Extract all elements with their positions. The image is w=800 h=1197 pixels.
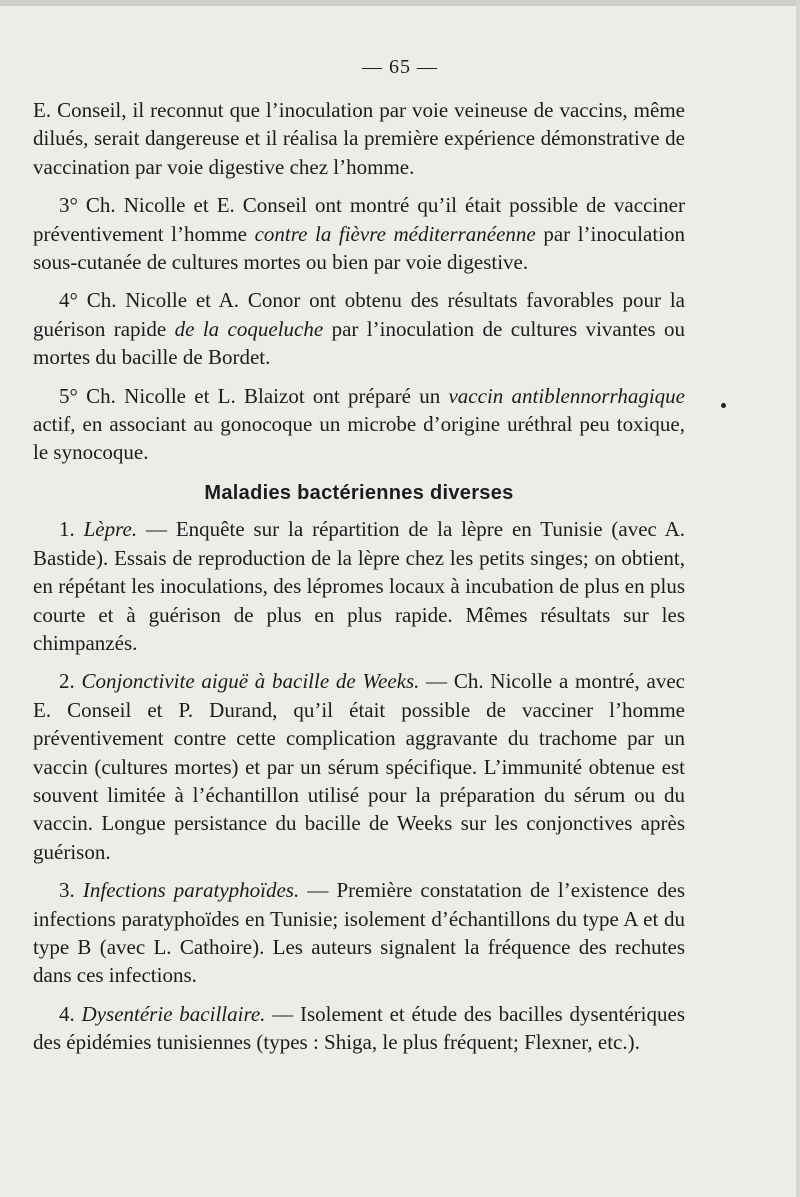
paragraph-item-3: [33, 191, 685, 276]
italic-run: contre la fièvre méditerranéenne: [254, 221, 536, 246]
italic-run: vaccin antiblennorrhagique: [448, 383, 685, 408]
text-run: 5° Ch. Nicolle et L. Blaizot ont préparé un: [59, 383, 449, 408]
margin-dot-mark: [721, 403, 726, 408]
section-heading: Maladies bactériennes diverses: [204, 481, 514, 504]
paragraph-dysenterie: [33, 1000, 685, 1057]
text-run: 2.: [59, 669, 82, 694]
italic-run: Lèpre.: [83, 517, 138, 542]
italic-run: Conjonctivite aiguë à bacille de Weeks.: [81, 669, 420, 694]
text-run: 3.: [59, 878, 83, 903]
italic-run: Dysentérie bacillaire.: [81, 1001, 266, 1026]
text-run: — Enquête sur la répartition de la lèpre en Tunisie (avec A. Bastide). Essais de reproduction de la lèpre chez les petits singes; on obtient, en répétant les inoculations, des lépromes locaux à incubation de plus en plus courte et à guérison de plus en plus rapide. Mêmes résultats sur les chimpanzés.: [33, 517, 685, 655]
text-run: par l’inoculation de cultures vivantes ou mortes du bacille de Bordet.: [33, 316, 685, 370]
text-run: 4° Ch. Nicolle et A. Conor ont obtenu des résultats favorables pour la guérison rapide: [33, 288, 685, 341]
page-edge-top: [0, 0, 800, 6]
paragraph-lepre: [33, 515, 685, 657]
text-run: 1.: [59, 517, 84, 542]
paragraph-continuation: [33, 96, 685, 181]
text-run: E. Conseil, il reconnut que l’inoculation par voie veineuse de vaccins, même dilués, serait dangereuse et il réalisa la première expérience démonstrative de vaccination par voie digestive chez l’homme.: [33, 98, 685, 179]
paragraph-item-5: [33, 382, 685, 467]
text-run: — Ch. Nicolle a montré, avec E. Conseil et P. Durand, qu’il était possible de vacciner l’homme préventivement contre cette complication aggravante du trachome par un vaccin (cultures mortes) et par un sérum spécifique. L’immunité obtenue est souvent limitée à l’échantillon utilisé pour la préparation du sérum ou du vaccin. Longue persistance du bacille de Weeks sur les conjonctives après guérison.: [33, 669, 685, 864]
text-run: — Isolement et étude des bacilles dysentériques des épidémies tunisiennes (types : Shiga, le plus fréquent; Flexner, etc.).: [33, 1001, 685, 1055]
paragraph-item-4: [33, 286, 685, 371]
italic-run: Infections paratyphoïdes.: [82, 878, 300, 903]
paragraph-paratyphoides: [33, 876, 685, 990]
page-number: — 65 —: [362, 56, 438, 78]
text-run: 4.: [59, 1001, 82, 1026]
body-text: [33, 96, 685, 1067]
text-run: actif, en associant au gonocoque un microbe d’origine uréthral peu toxique, le synocoque.: [33, 412, 685, 465]
page-edge-right: [796, 0, 800, 1197]
paragraph-conjonctivite: [33, 667, 685, 866]
text-run: 3° Ch. Nicolle et E. Conseil ont montré qu’il était possible de vacciner préventivement l’homme: [33, 193, 685, 246]
text-run: par l’inoculation sous-cutanée de cultures mortes ou bien par voie digestive.: [33, 221, 686, 275]
text-run: — Première constatation de l’existence des infections paratyphoïdes en Tunisie; isolement d’échantillons du type A et du type B (avec L. Cathoire). Les auteurs signalent la fréquence des rechutes dans ces infections.: [33, 878, 685, 988]
italic-run: de la coqueluche: [174, 316, 324, 341]
